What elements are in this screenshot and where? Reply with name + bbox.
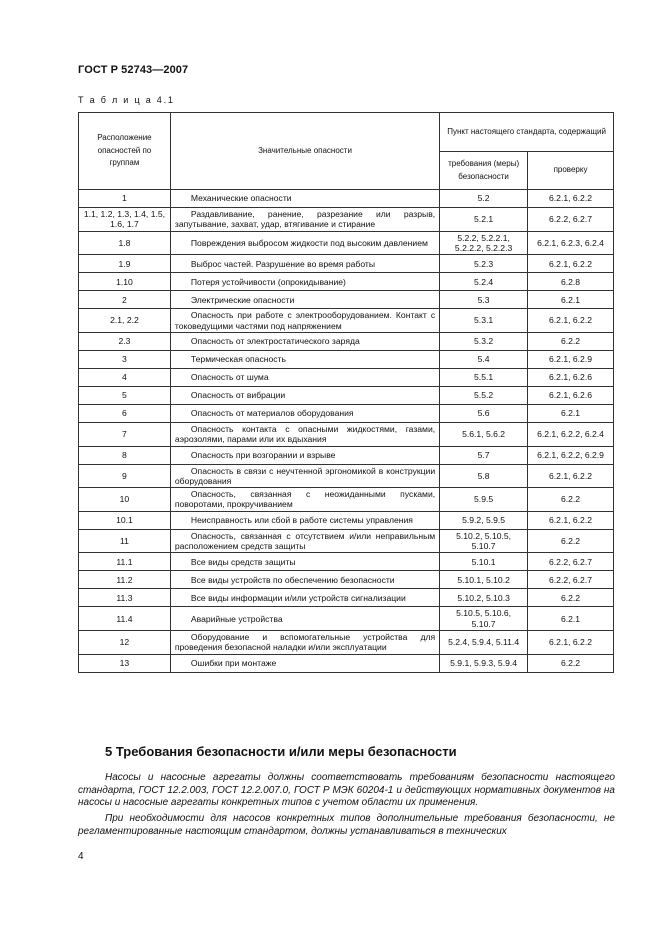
hazard-text: Оборудование и вспомогательные устройства для проведения безопасной наладки и/или эксплуатации <box>174 632 436 653</box>
hazard-text: Опасность от материалов оборудования <box>190 408 354 419</box>
table-row <box>79 422 614 446</box>
cell-check-clause: 6.2.1, 6.2.2, 6.2.9 <box>528 446 614 464</box>
cell-hazard-description <box>170 231 439 255</box>
cell-check-clause: 6.2.1 <box>528 607 614 631</box>
hazard-text: Опасность в связи с неучтенной эргономикой в конструкции оборудования <box>174 465 436 486</box>
hazard-text: Повреждения выбросом жидкости под высоким давлением <box>190 237 428 248</box>
cell-hazard-description <box>170 291 439 309</box>
hazard-text: Выброс частей. Разрушение во время работы <box>190 258 376 269</box>
cell-requirements-clause: 5.9.5 <box>440 488 528 512</box>
header-requirements: требования (меры) безопасности <box>440 152 528 190</box>
cell-hazard-description <box>170 446 439 464</box>
cell-group-number: 2.3 <box>79 332 171 350</box>
section-title: 5 Требования безопасности и/или меры безопасности <box>105 744 457 759</box>
table-row <box>79 309 614 333</box>
cell-group-number: 2 <box>79 291 171 309</box>
hazard-text: Все виды средств защиты <box>190 556 296 567</box>
header-clause: Пункт настоящего стандарта, содержащий <box>440 113 614 152</box>
table-row <box>79 350 614 368</box>
cell-check-clause: 6.2.2 <box>528 654 614 672</box>
cell-hazard-description <box>170 190 439 208</box>
cell-check-clause: 6.2.2 <box>528 332 614 350</box>
cell-requirements-clause: 5.2 <box>440 190 528 208</box>
cell-check-clause: 6.2.1, 6.2.2 <box>528 190 614 208</box>
cell-requirements-clause: 5.8 <box>440 464 528 488</box>
cell-check-clause: 6.2.2 <box>528 529 614 553</box>
cell-hazard-description <box>170 553 439 571</box>
table-row <box>79 291 614 309</box>
cell-requirements-clause: 5.10.2, 5.10.3 <box>440 589 528 607</box>
cell-check-clause: 6.2.2 <box>528 488 614 512</box>
cell-check-clause: 6.2.1, 6.2.2 <box>528 464 614 488</box>
cell-check-clause: 6.2.1, 6.2.2 <box>528 309 614 333</box>
cell-requirements-clause: 5.6.1, 5.6.2 <box>440 422 528 446</box>
cell-group-number: 11.1 <box>79 553 171 571</box>
table-row <box>79 553 614 571</box>
cell-hazard-description <box>170 511 439 529</box>
cell-hazard-description <box>170 422 439 446</box>
cell-hazard-description <box>170 488 439 512</box>
table-caption: Т а б л и ц а 4.1 <box>78 95 175 105</box>
cell-requirements-clause: 5.6 <box>440 404 528 422</box>
paragraph <box>78 772 615 810</box>
paragraph-text: Насосы и насосные агрегаты должны соответствовать требованиям безопасности настоящего стандарта, ГОСТ 12.2.003, ГОСТ 12.2.007.0, ГОСТ Р МЭК 60204-1 и действующих нормативных документов на насосы и насосные агрегаты конкретных типов с учетом области их применения. <box>78 772 615 808</box>
hazard-text: Опасность контакта с опасными жидкостями, газами, аэрозолями, парами или их вдыхания <box>174 423 436 445</box>
cell-group-number: 1.8 <box>79 231 171 255</box>
cell-group-number: 10 <box>79 488 171 512</box>
table-row <box>79 571 614 589</box>
cell-check-clause: 6.2.1 <box>528 291 614 309</box>
hazard-text: Электрические опасности <box>190 294 295 305</box>
hazard-text: Ошибки при монтаже <box>190 657 277 668</box>
cell-requirements-clause: 5.4 <box>440 350 528 368</box>
cell-group-number: 10.1 <box>79 511 171 529</box>
cell-group-number: 2.1, 2.2 <box>79 309 171 333</box>
cell-requirements-clause: 5.3 <box>440 291 528 309</box>
cell-requirements-clause: 5.10.2, 5.10.5, 5.10.7 <box>440 529 528 553</box>
cell-hazard-description <box>170 208 439 232</box>
cell-check-clause: 6.2.1, 6.2.2 <box>528 255 614 273</box>
cell-hazard-description <box>170 273 439 291</box>
cell-requirements-clause: 5.10.1, 5.10.2 <box>440 571 528 589</box>
table-row <box>79 231 614 255</box>
cell-group-number: 1.10 <box>79 273 171 291</box>
cell-requirements-clause: 5.2.1 <box>440 208 528 232</box>
hazard-text: Потеря устойчивости (опрокидывание) <box>190 276 346 287</box>
table-row <box>79 654 614 672</box>
cell-hazard-description <box>170 589 439 607</box>
cell-group-number: 5 <box>79 386 171 404</box>
table-row <box>79 529 614 553</box>
table-row <box>79 332 614 350</box>
cell-group-number: 12 <box>79 631 171 655</box>
cell-check-clause: 6.2.1, 6.2.9 <box>528 350 614 368</box>
cell-check-clause: 6.2.1, 6.2.2 <box>528 631 614 655</box>
cell-check-clause: 6.2.1, 6.2.2 <box>528 511 614 529</box>
cell-check-clause: 6.2.8 <box>528 273 614 291</box>
hazard-text: Опасность при возгорании и взрыве <box>190 449 336 460</box>
cell-check-clause: 6.2.2, 6.2.7 <box>528 553 614 571</box>
cell-group-number: 1.1, 1.2, 1.3, 1.4, 1.5, 1.6, 1.7 <box>79 208 171 232</box>
cell-hazard-description <box>170 631 439 655</box>
cell-group-number: 8 <box>79 446 171 464</box>
cell-requirements-clause: 5.3.2 <box>440 332 528 350</box>
paragraph <box>78 813 615 838</box>
header-group: Расположение опасностей по группам <box>79 113 171 190</box>
cell-requirements-clause: 5.5.1 <box>440 368 528 386</box>
cell-hazard-description <box>170 332 439 350</box>
hazard-text: Неисправность или сбой в работе системы управления <box>190 515 413 526</box>
cell-check-clause: 6.2.2, 6.2.7 <box>528 208 614 232</box>
cell-hazard-description <box>170 255 439 273</box>
hazard-text: Опасность от шума <box>190 372 269 383</box>
hazard-text: Опасность от вибрации <box>190 390 286 401</box>
cell-requirements-clause: 5.2.4 <box>440 273 528 291</box>
hazard-text: Опасность от электростатического заряда <box>190 336 360 347</box>
cell-requirements-clause: 5.3.1 <box>440 309 528 333</box>
header-check: проверку <box>528 152 614 190</box>
hazard-text: Опасность, связанная с отсутствием и/или неправильным расположением средств защиты <box>174 530 436 552</box>
table-row <box>79 404 614 422</box>
cell-hazard-description <box>170 386 439 404</box>
table-row <box>79 273 614 291</box>
cell-requirements-clause: 5.2.3 <box>440 255 528 273</box>
cell-check-clause: 6.2.1, 6.2.6 <box>528 386 614 404</box>
table-row <box>79 386 614 404</box>
cell-hazard-description <box>170 529 439 553</box>
cell-hazard-description <box>170 368 439 386</box>
cell-hazard-description <box>170 607 439 631</box>
cell-hazard-description <box>170 464 439 488</box>
cell-group-number: 6 <box>79 404 171 422</box>
cell-hazard-description <box>170 350 439 368</box>
cell-check-clause: 6.2.1, 6.2.2, 6.2.4 <box>528 422 614 446</box>
page-number: 4 <box>78 851 84 862</box>
table-row <box>79 208 614 232</box>
table-row <box>79 631 614 655</box>
hazard-text: Термическая опасность <box>190 354 286 365</box>
cell-requirements-clause: 5.10.1 <box>440 553 528 571</box>
cell-hazard-description <box>170 309 439 333</box>
cell-group-number: 11.4 <box>79 607 171 631</box>
cell-group-number: 11.2 <box>79 571 171 589</box>
cell-requirements-clause: 5.10.5, 5.10.6, 5.10.7 <box>440 607 528 631</box>
table-row <box>79 368 614 386</box>
table-row <box>79 255 614 273</box>
cell-check-clause: 6.2.1, 6.2.3, 6.2.4 <box>528 231 614 255</box>
cell-group-number: 11 <box>79 529 171 553</box>
cell-requirements-clause: 5.5.2 <box>440 386 528 404</box>
hazard-text: Все виды информации и/или устройств сигнализации <box>190 592 406 603</box>
cell-hazard-description <box>170 571 439 589</box>
table-row <box>79 488 614 512</box>
cell-requirements-clause: 5.7 <box>440 446 528 464</box>
table-row <box>79 511 614 529</box>
cell-check-clause: 6.2.1, 6.2.6 <box>528 368 614 386</box>
hazard-text: Все виды устройств по обеспечению безопасности <box>190 574 395 585</box>
table-row <box>79 190 614 208</box>
cell-group-number: 1 <box>79 190 171 208</box>
cell-group-number: 3 <box>79 350 171 368</box>
document-header: ГОСТ Р 52743—2007 <box>78 64 189 76</box>
table-body <box>79 190 614 673</box>
hazard-text: Аварийные устройства <box>190 613 283 624</box>
cell-requirements-clause: 5.2.2, 5.2.2.1, 5.2.2.2, 5.2.2.3 <box>440 231 528 255</box>
cell-group-number: 9 <box>79 464 171 488</box>
hazard-text: Механические опасности <box>190 193 292 204</box>
cell-check-clause: 6.2.1 <box>528 404 614 422</box>
cell-requirements-clause: 5.9.1, 5.9.3, 5.9.4 <box>440 654 528 672</box>
table-row <box>79 464 614 488</box>
hazard-text: Опасность при работе с электрооборудованием. Контакт с токоведущими частями под напряжением <box>174 310 436 331</box>
cell-check-clause: 6.2.2 <box>528 589 614 607</box>
cell-hazard-description <box>170 404 439 422</box>
hazards-table <box>78 112 614 673</box>
cell-group-number: 4 <box>79 368 171 386</box>
hazard-text: Раздавливание, ранение, разрезание или разрыв, запутывание, захват, удар, втягивание и стирание <box>174 209 436 230</box>
cell-group-number: 11.3 <box>79 589 171 607</box>
cell-group-number: 1.9 <box>79 255 171 273</box>
header-hazards: Значительные опасности <box>170 113 439 190</box>
cell-hazard-description <box>170 654 439 672</box>
table-row <box>79 446 614 464</box>
cell-group-number: 13 <box>79 654 171 672</box>
cell-requirements-clause: 5.2.4, 5.9.4, 5.11.4 <box>440 631 528 655</box>
cell-group-number: 7 <box>79 422 171 446</box>
paragraph-text: При необходимости для насосов конкретных типов дополнительные требования безопасности, не регламентированные настоящим стандартом, должны устанавливаться в технических <box>78 813 615 837</box>
hazard-text: Опасность, связанная с неожиданными пусками, поворотами, прокручиванием <box>174 489 436 510</box>
cell-requirements-clause: 5.9.2, 5.9.5 <box>440 511 528 529</box>
cell-check-clause: 6.2.2, 6.2.7 <box>528 571 614 589</box>
table-row <box>79 589 614 607</box>
table-row <box>79 607 614 631</box>
